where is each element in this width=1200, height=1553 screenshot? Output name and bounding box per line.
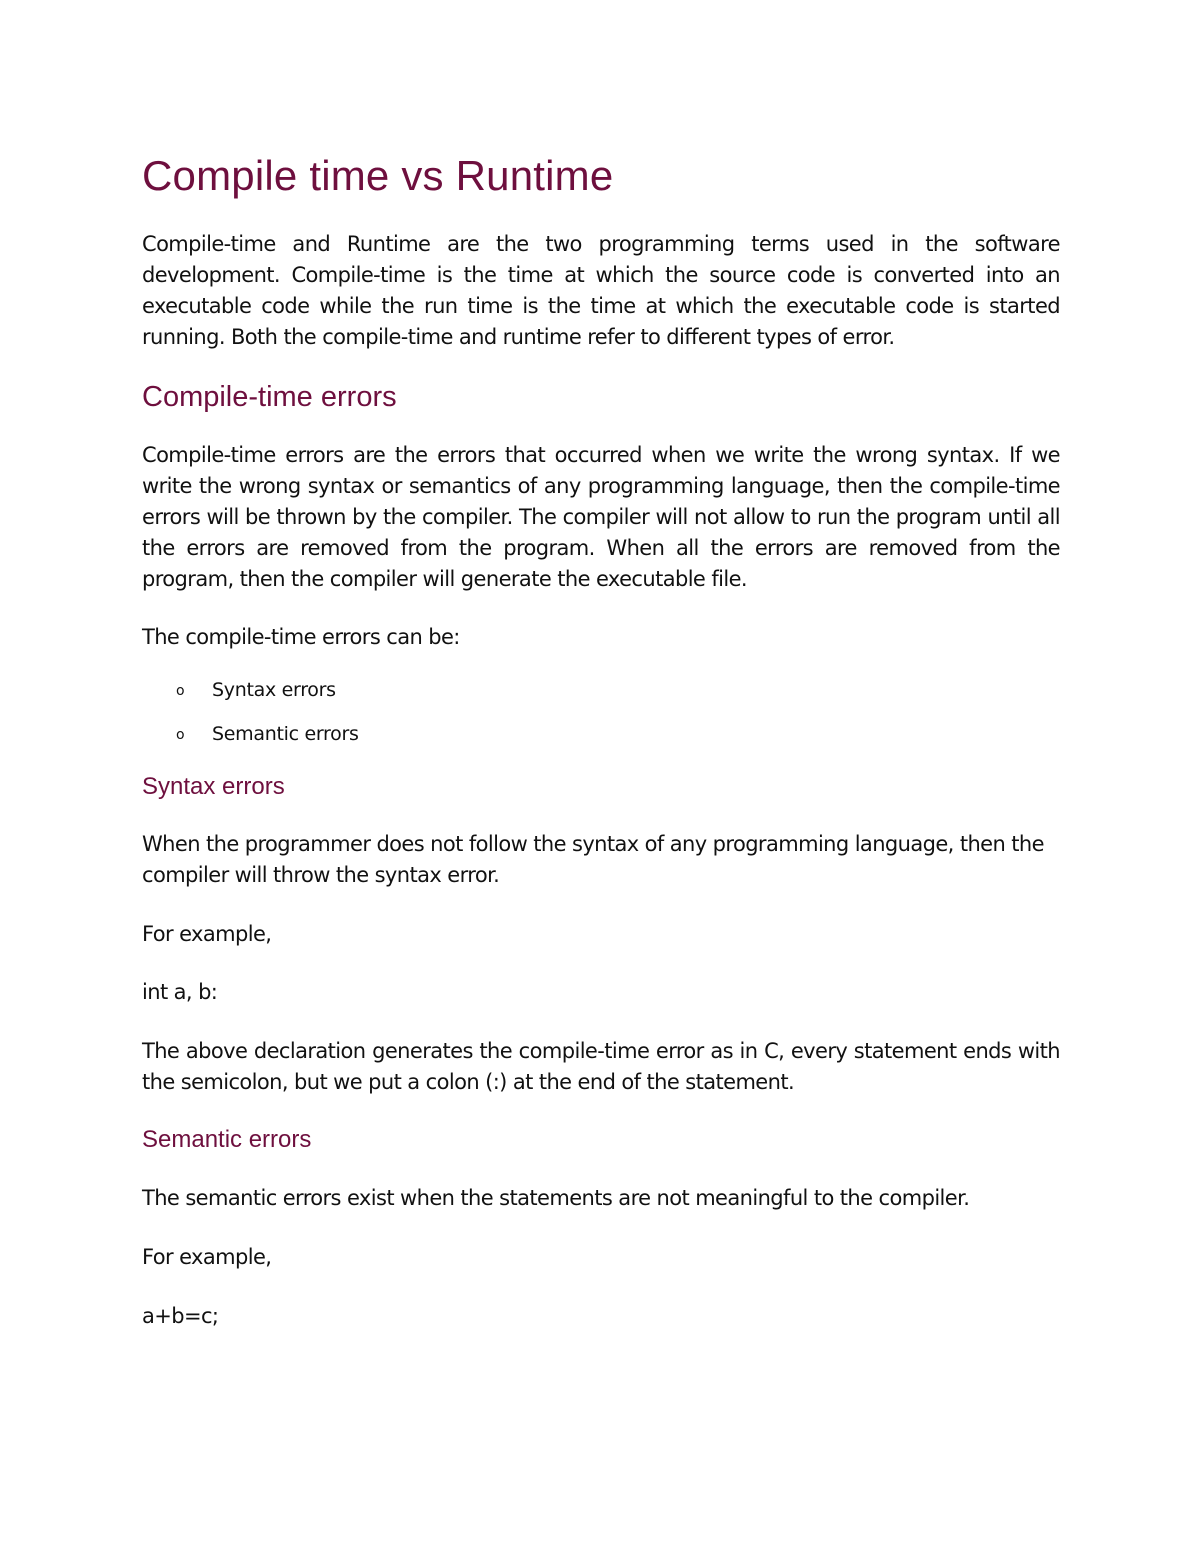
compile-time-errors-heading: Compile-time errors: [142, 381, 397, 413]
semantic-errors-heading: Semantic errors: [142, 1126, 312, 1153]
syntax-errors-heading: Syntax errors: [142, 773, 285, 800]
page-title: Compile time vs Runtime: [142, 152, 614, 199]
list-item-label: Semantic errors: [212, 723, 359, 745]
semantic-example-label: For example,: [142, 1245, 272, 1269]
list-item: [142, 677, 1060, 703]
list-item: [142, 721, 1060, 747]
list-item-label: Syntax errors: [212, 679, 336, 701]
semantic-errors-paragraph: The semantic errors exist when the statements are not meaningful to the compiler.: [142, 1186, 970, 1210]
bullet-icon: o: [176, 727, 185, 743]
bullet-icon: o: [176, 683, 185, 699]
syntax-errors-explanation: The above declaration generates the compile-time error as in C, every statement ends with the semicolon, but we put a colon (:) at the end of the statement.: [142, 1039, 1060, 1094]
compile-time-errors-paragraph: Compile-time errors are the errors that occurred when we write the wrong syntax. If we write the wrong syntax or semantics of any programming language, then the compile-time errors will be thrown by the compiler. The compiler will not allow to run the program until all the errors are removed from the program. When all the errors are removed from the program, then the compiler will generate the executable file.: [142, 443, 1060, 591]
syntax-example-label: For example,: [142, 922, 272, 946]
semantic-example-code: a+b=c;: [142, 1304, 219, 1328]
compile-time-errors-list-intro: The compile-time errors can be:: [142, 625, 460, 649]
syntax-example-code: int a, b:: [142, 980, 218, 1004]
document-page: [142, 150, 1060, 1332]
syntax-errors-paragraph: When the programmer does not follow the syntax of any programming language, then the compiler will throw the syntax error.: [142, 832, 1044, 887]
error-types-list: [142, 677, 1060, 747]
intro-paragraph: Compile-time and Runtime are the two programming terms used in the software development. Compile-time is the time at which the source code is converted into an executable code while the run time is the time at which the executable code is started running. Both the compile-time and runtime refer to different types of error.: [142, 232, 1060, 349]
